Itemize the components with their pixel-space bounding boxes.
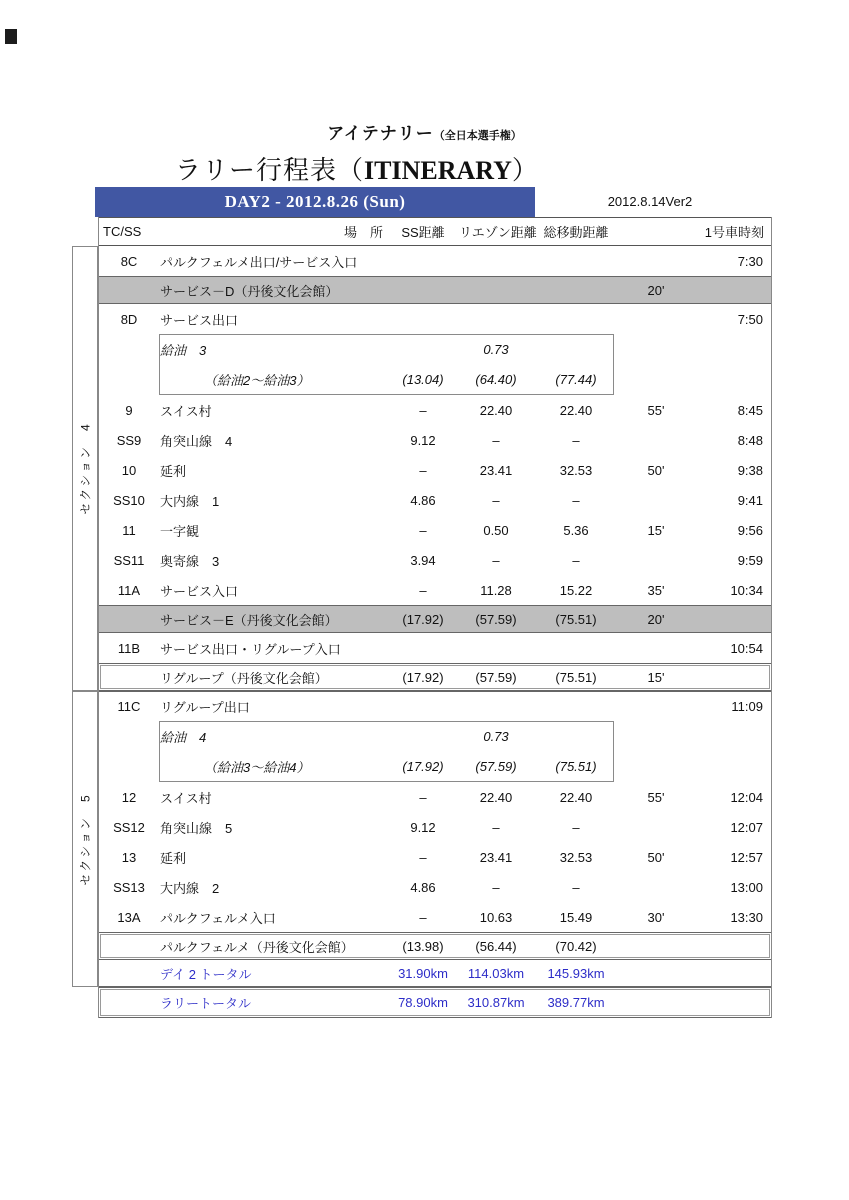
cell-ss-distance: – — [419, 909, 427, 925]
cell-place: 一字観 — [160, 523, 200, 539]
cell-liaison-distance: 114.03km — [467, 965, 525, 981]
fuel-liaison-value: 0.73 — [483, 728, 509, 744]
service-row — [99, 605, 771, 633]
fuel-note-row — [99, 721, 771, 782]
cell-tcss: SS10 — [113, 492, 145, 508]
cell-total-distance: (75.51) — [555, 611, 597, 627]
itinerary-table — [98, 217, 772, 1018]
cell-total-distance: – — [572, 432, 580, 448]
cell-place: サービス出口・リグループ入口 — [160, 641, 341, 657]
cell-tcss: SS12 — [113, 819, 145, 835]
cell-tcss: 11C — [117, 699, 141, 714]
section-label-5: セクション 5 — [78, 792, 93, 886]
cell-liaison-distance: (57.59) — [475, 611, 517, 627]
cell-place: スイス村 — [160, 790, 212, 806]
cell-tcss: 13A — [117, 909, 141, 925]
cell-place: リグループ出口 — [160, 700, 250, 715]
fuel-note-line2 — [99, 752, 771, 783]
cell-duration: 50' — [647, 462, 665, 478]
document-title-jp: ラリー行程表（ — [175, 156, 365, 185]
cell-tcss: SS13 — [113, 879, 145, 895]
document-title — [175, 150, 539, 187]
col-header-car1-time: 1号車時刻 — [704, 225, 764, 240]
cell-car1-time: 9:59 — [737, 552, 763, 568]
cell-place: パルクフェルメ出口/サービス入口 — [160, 254, 358, 270]
cell-tcss: 12 — [121, 789, 137, 805]
cell-car1-time: 13:00 — [730, 879, 763, 895]
cell-tcss: SS11 — [113, 552, 145, 568]
cell-liaison-distance: (57.59) — [475, 669, 517, 685]
cell-duration: 55' — [647, 402, 665, 418]
cell-liaison-distance: 10.63 — [479, 909, 513, 925]
cell-tcss: 10 — [121, 462, 137, 478]
cell-place: スイス村 — [160, 403, 212, 419]
col-header-ss-distance: SS距離 — [401, 225, 445, 240]
cell-ss-distance: 4.86 — [410, 492, 436, 508]
cell-total-distance: 389.77km — [547, 995, 605, 1010]
cell-place: 角突山線 5 — [160, 820, 233, 836]
cell-place: 延利 — [160, 463, 187, 479]
fuel-total-value: (75.51) — [555, 759, 597, 775]
cell-liaison-distance: – — [492, 432, 500, 448]
cell-liaison-distance: 0.50 — [483, 522, 509, 538]
fuel-total-value: (77.44) — [555, 372, 597, 388]
cell-liaison-distance: 11.28 — [480, 582, 512, 598]
cell-place: デイ 2 トータル — [160, 966, 252, 982]
table-row — [99, 395, 771, 425]
total-row — [99, 960, 771, 987]
cell-place: ラリートータル — [160, 996, 252, 1011]
fuel-ss-value: (17.92) — [402, 759, 444, 775]
cell-liaison-distance: 22.40 — [479, 789, 513, 805]
table-row — [99, 691, 771, 721]
cell-duration: 35' — [647, 582, 665, 598]
cell-total-distance: – — [572, 552, 580, 568]
cell-ss-distance: – — [419, 522, 427, 538]
cell-liaison-distance: – — [492, 492, 500, 508]
page-title — [0, 119, 849, 144]
cell-ss-distance: 3.94 — [410, 552, 436, 568]
cell-ss-distance: 4.86 — [410, 879, 436, 895]
cell-car1-time: 9:41 — [737, 492, 763, 508]
table-row — [99, 872, 771, 902]
col-header-liaison-distance: リエゾン距離 — [459, 225, 537, 240]
service-row — [99, 276, 771, 304]
cell-ss-distance: (17.92) — [402, 669, 444, 685]
cell-total-distance: 145.93km — [547, 965, 605, 981]
fuel-range-label: （給油2～給油3） — [204, 373, 310, 389]
cell-total-distance: – — [572, 819, 580, 835]
table-row — [99, 545, 771, 575]
section-box-5 — [72, 691, 98, 987]
page-title-sub: （全日本選手権） — [433, 130, 522, 142]
scan-artifact — [5, 29, 17, 44]
cell-car1-time: 9:56 — [737, 522, 763, 538]
cell-tcss: 11B — [117, 640, 141, 656]
cell-liaison-distance: 23.41 — [479, 849, 513, 865]
cell-car1-time: 12:07 — [730, 819, 763, 835]
fuel-liaison-value: 0.73 — [483, 341, 509, 357]
table-header-row — [99, 217, 771, 246]
cell-tcss: 11 — [122, 522, 136, 538]
cell-car1-time: 7:30 — [737, 253, 763, 269]
table-row — [99, 425, 771, 455]
table-row — [99, 902, 771, 932]
cell-ss-distance: – — [419, 402, 427, 418]
document-title-en: ITINERARY — [364, 156, 512, 185]
cell-car1-time: 10:34 — [730, 582, 763, 598]
cell-total-distance: (75.51) — [555, 669, 597, 685]
cell-total-distance: 15.49 — [559, 909, 593, 925]
cell-car1-time: 12:57 — [730, 849, 763, 865]
cell-total-distance: 32.53 — [559, 462, 593, 478]
cell-tcss: 8D — [120, 311, 138, 327]
cell-car1-time: 11:09 — [731, 699, 763, 714]
cell-ss-distance: (17.92) — [402, 611, 444, 627]
cell-place: サービス入口 — [160, 583, 239, 599]
cell-ss-distance: – — [419, 582, 427, 598]
cell-car1-time: 7:50 — [737, 311, 763, 327]
document-title-close: ） — [511, 156, 539, 185]
page-title-main: アイテナリー — [327, 124, 434, 143]
cell-car1-time: 13:30 — [730, 909, 763, 925]
cell-car1-time: 8:45 — [737, 402, 763, 418]
table-row — [99, 812, 771, 842]
fuel-note-line2 — [99, 365, 771, 396]
cell-total-distance: 5.36 — [563, 522, 589, 538]
fuel-note-line1 — [99, 721, 771, 752]
cell-duration: 15' — [647, 522, 665, 538]
table-row — [99, 455, 771, 485]
cell-place: パルクフェルメ入口 — [160, 910, 276, 926]
cell-tcss: 11A — [117, 582, 141, 598]
cell-liaison-distance: – — [492, 879, 500, 895]
cell-place: 大内線 1 — [160, 493, 220, 509]
cell-ss-distance: 9.12 — [410, 432, 436, 448]
day-banner-label: DAY2 - 2012.8.26 (Sun) — [224, 192, 406, 211]
table-body — [99, 246, 771, 1018]
section-label-4: セクション 4 — [78, 422, 93, 515]
cell-place: 角突山線 4 — [160, 433, 233, 449]
cell-place: リグループ（丹後文化会館） — [160, 670, 328, 686]
cell-place: サービス出口 — [160, 312, 239, 328]
cell-ss-distance: 31.90km — [398, 965, 448, 981]
col-header-tcss: TC/SS — [103, 224, 142, 239]
fuel-label: 給油 3 — [160, 342, 207, 358]
table-row — [99, 842, 771, 872]
cell-ss-distance: (13.98) — [402, 938, 444, 954]
boxed-row — [99, 663, 771, 691]
cell-tcss: 13 — [121, 849, 137, 865]
cell-tcss: 9 — [125, 402, 133, 418]
table-row — [99, 515, 771, 545]
cell-liaison-distance: – — [492, 819, 500, 835]
cell-duration: 15' — [647, 669, 665, 685]
cell-car1-time: 10:54 — [730, 640, 763, 656]
fuel-ss-value: (13.04) — [402, 372, 444, 388]
cell-total-distance: (70.42) — [555, 938, 597, 954]
cell-place: サービス－E（丹後文化会館） — [160, 612, 338, 628]
table-row — [99, 633, 771, 663]
cell-ss-distance: 78.90km — [398, 995, 448, 1010]
cell-car1-time: 8:48 — [737, 432, 763, 448]
table-row — [99, 575, 771, 605]
cell-ss-distance: – — [419, 849, 427, 865]
cell-liaison-distance: 23.41 — [479, 462, 513, 478]
cell-liaison-distance: – — [492, 552, 500, 568]
cell-total-distance: – — [572, 879, 580, 895]
col-header-total-distance: 総移動距離 — [543, 225, 609, 240]
cell-duration: 50' — [647, 849, 665, 865]
boxed-row — [99, 932, 771, 960]
cell-total-distance: 22.40 — [559, 402, 593, 418]
cell-tcss: 8C — [120, 253, 138, 269]
cell-place: パルクフェルメ（丹後文化会館） — [160, 939, 354, 955]
cell-duration: 55' — [647, 789, 665, 805]
cell-place: 延利 — [160, 850, 187, 866]
fuel-note-line1 — [99, 334, 771, 365]
fuel-liaison-value: (57.59) — [475, 759, 517, 775]
cell-total-distance: 22.40 — [559, 789, 593, 805]
cell-total-distance: – — [572, 492, 580, 508]
cell-total-distance: 15.22 — [559, 582, 593, 598]
cell-liaison-distance: (56.44) — [475, 938, 517, 954]
version-label: 2012.8.14Ver2 — [607, 194, 693, 209]
fuel-range-label: （給油3～給油4） — [204, 760, 310, 776]
cell-car1-time: 12:04 — [730, 789, 763, 805]
cell-liaison-distance: 310.87km — [467, 995, 525, 1010]
cell-car1-time: 9:38 — [737, 462, 763, 478]
cell-place: サービス－D（丹後文化会館） — [160, 283, 339, 299]
total-row — [99, 987, 771, 1018]
cell-liaison-distance: 22.40 — [479, 402, 513, 418]
cell-place: 大内線 2 — [160, 880, 220, 896]
table-row — [99, 485, 771, 515]
section-box-4 — [72, 246, 98, 691]
cell-duration: 30' — [647, 909, 665, 925]
cell-duration: 20' — [647, 282, 665, 298]
day-banner — [95, 187, 535, 217]
cell-tcss: SS9 — [116, 432, 142, 448]
cell-ss-distance: 9.12 — [410, 819, 436, 835]
col-header-place: 場 所 — [343, 225, 383, 240]
cell-ss-distance: – — [419, 789, 427, 805]
fuel-liaison-value: (64.40) — [475, 372, 517, 388]
table-row — [99, 246, 771, 276]
fuel-label: 給油 4 — [160, 729, 207, 745]
cell-ss-distance: – — [419, 462, 427, 478]
cell-place: 奥寄線 3 — [160, 553, 220, 569]
cell-total-distance: 32.53 — [559, 849, 593, 865]
table-row — [99, 304, 771, 334]
fuel-note-row — [99, 334, 771, 395]
table-row — [99, 782, 771, 812]
cell-duration: 20' — [647, 611, 665, 627]
